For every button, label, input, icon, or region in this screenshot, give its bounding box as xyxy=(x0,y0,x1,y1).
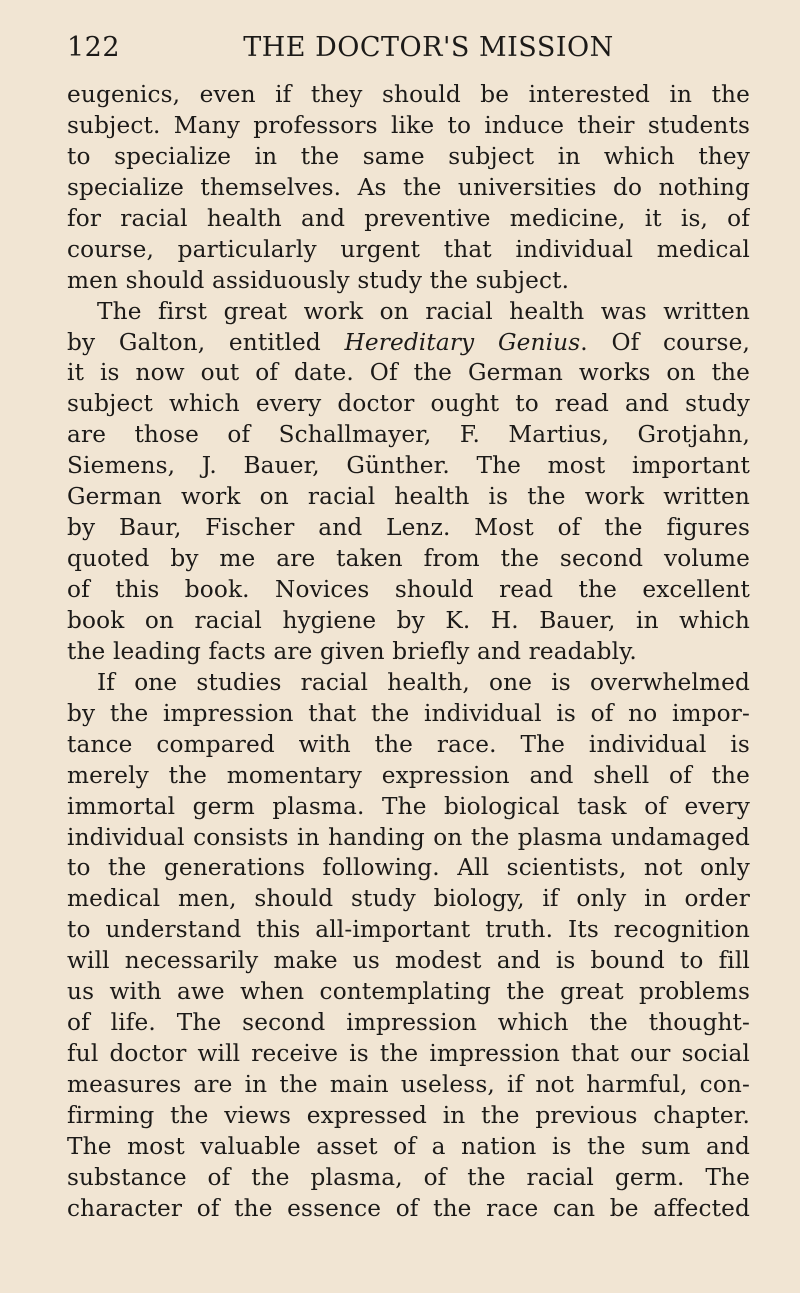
text-line: for racial health and preventive medicine, it is, of xyxy=(67,204,750,232)
text-line: The most valuable asset of a nation is the sum and xyxy=(67,1132,750,1160)
text-line: German work on racial health is the work written xyxy=(67,483,750,511)
text-line: are those of Schallmayer, F. Martius, Grotjahn, xyxy=(67,421,750,449)
text-line: merely the momentary expression and shell of the xyxy=(67,761,750,789)
text-line: substance of the plasma, of the racial germ. The xyxy=(67,1163,750,1191)
text-line: of this book. Novices should read the excellent xyxy=(67,576,750,603)
text-line: will necessarily make us modest and is bound to fill xyxy=(67,947,750,975)
page-header xyxy=(67,28,750,68)
text-line: immortal germ plasma. The biological task of every xyxy=(67,792,750,820)
text-line: book on racial hygiene by K. H. Bauer, in which xyxy=(67,606,750,634)
text-line: subject. Many professors like to induce their students xyxy=(67,111,750,139)
text-line: firming the views expressed in the previous chapter. xyxy=(67,1101,750,1129)
text-line: subject which every doctor ought to read and study xyxy=(67,390,750,418)
text-line: of life. The second impression which the thought- xyxy=(67,1009,750,1037)
text-line: The first great work on racial health was written xyxy=(97,297,750,325)
body-text xyxy=(67,80,750,1225)
text-line: course, particularly urgent that individual medical xyxy=(67,235,750,263)
text-segment: . Of course, xyxy=(580,328,750,356)
text-segment: by Galton, entitled xyxy=(67,328,345,356)
text-line: character of the essence of the race can be affected xyxy=(67,1194,750,1222)
text-line: to understand this all-important truth. Its recognition xyxy=(67,916,750,944)
text-line: the leading facts are given briefly and readably. xyxy=(67,637,637,665)
text-line: tance compared with the race. The individual is xyxy=(67,730,750,758)
text-line: it is now out of date. Of the German works on the xyxy=(67,359,750,387)
text-line: us with awe when contemplating the great problems xyxy=(67,978,750,1006)
text-line: ful doctor will receive is the impression that our social xyxy=(67,1040,750,1068)
text-line: measures are in the main useless, if not harmful, con- xyxy=(67,1071,750,1098)
text-line: men should assiduously study the subject. xyxy=(67,266,570,294)
book-title: Hereditary Genius xyxy=(344,328,581,356)
running-title: THE DOCTOR'S MISSION xyxy=(243,32,614,63)
text-line: Siemens, J. Bauer, Günther. The most important xyxy=(67,452,750,480)
text-line: individual consists in handing on the plasma undamaged xyxy=(67,823,750,851)
text-line: medical men, should study biology, if only in order xyxy=(67,885,750,913)
text-line: specialize themselves. As the universities do nothing xyxy=(67,173,750,201)
text-line: quoted by me are taken from the second volume xyxy=(67,545,750,573)
text-line: to specialize in the same subject in which they xyxy=(67,142,750,170)
text-line-with-title xyxy=(67,328,750,359)
text-line: If one studies racial health, one is overwhelmed xyxy=(97,668,750,696)
page-number: 122 xyxy=(67,32,121,63)
text-line: eugenics, even if they should be interested in the xyxy=(67,81,750,108)
text-line: by the impression that the individual is of no impor- xyxy=(67,699,750,727)
text-line: to the generations following. All scientists, not only xyxy=(67,854,750,882)
text-line: by Baur, Fischer and Lenz. Most of the figures xyxy=(67,514,750,542)
